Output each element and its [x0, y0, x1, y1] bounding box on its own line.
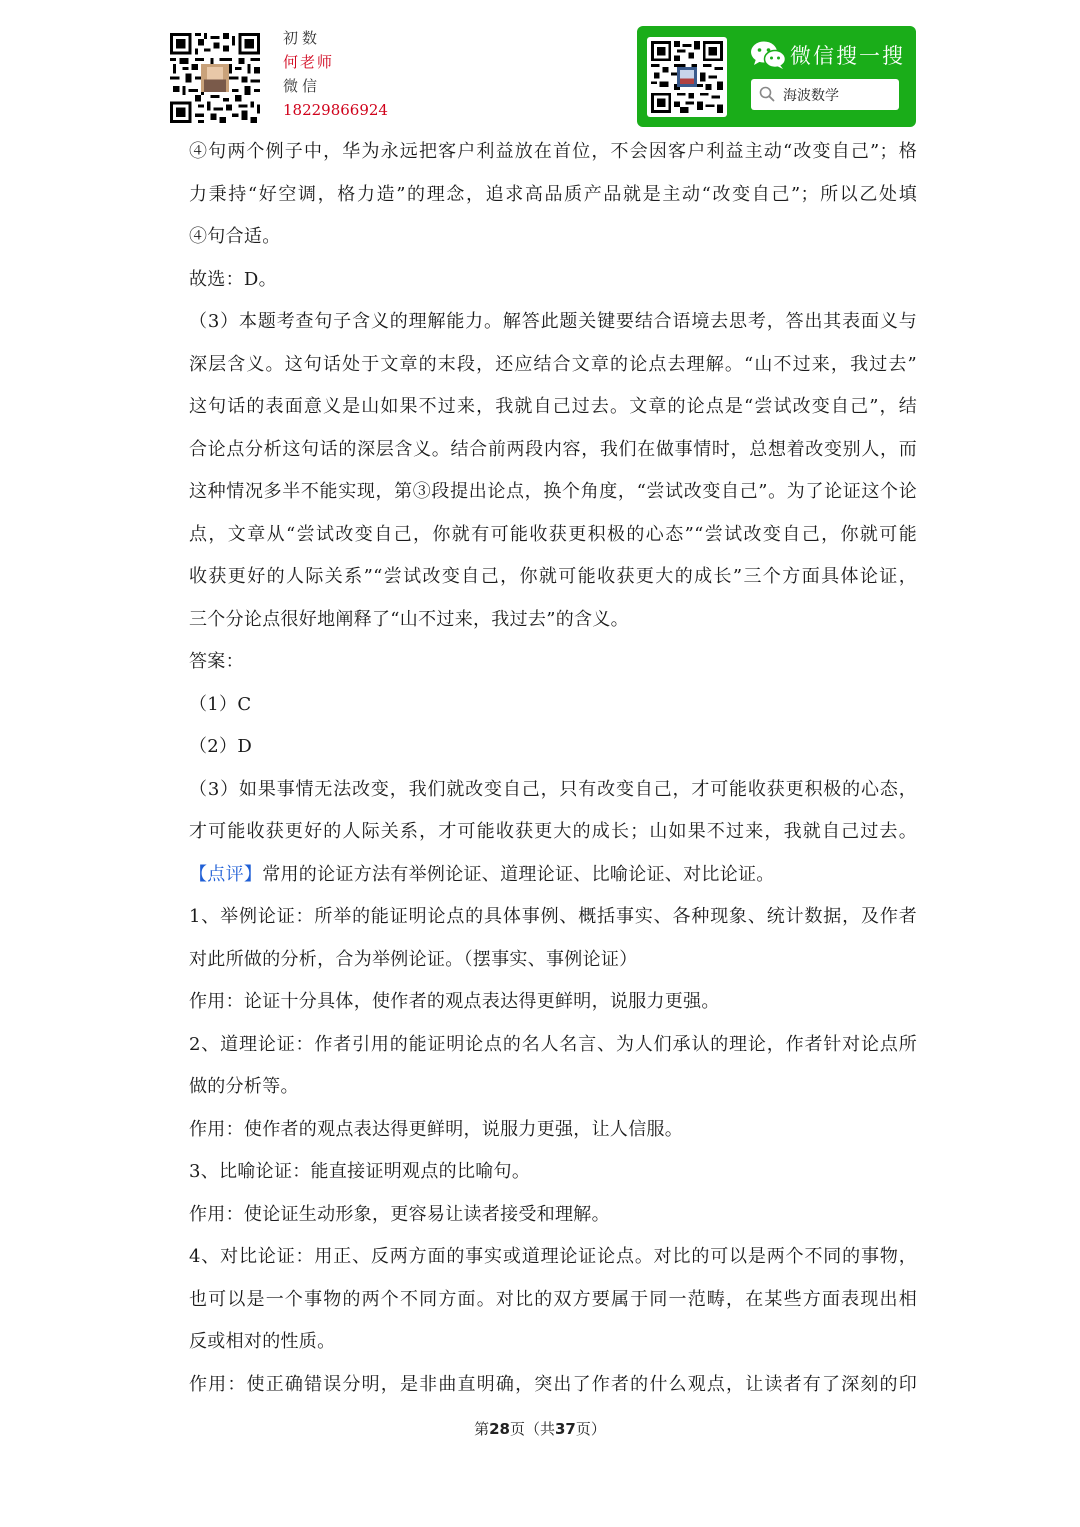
answer-choice-line: 故选：D。 [189, 268, 277, 290]
text-line: 做的分析等。 [189, 1076, 299, 1097]
contact-phone: 18229866924 [283, 101, 388, 119]
text-line: 2、道理论证：作者引用的能证明论点的名人名言、为人们承认的理论，作者针对论点所 [189, 1033, 917, 1055]
text-line: 作用：使作者的观点表达得更鲜明，说服力更强，让人信服。 [189, 1118, 684, 1140]
contact-wechat-label: 微信 [283, 77, 322, 95]
page-header [0, 0, 1080, 135]
text-line: ④句两个例子中，华为永远把客户利益放在首位，不会因客户利益主动“改变自己”；格 [189, 141, 917, 162]
text-line: 3、比喻论证：能直接证明观点的比喻句。 [189, 1161, 531, 1182]
search-icon [759, 86, 775, 102]
text-line: ④句合适。 [189, 226, 281, 247]
wechat-search-box[interactable] [751, 79, 899, 110]
contact-subject: 初数 [283, 29, 322, 47]
text-line: 这种情况多半不能实现，第③段提出论点，换个角度，“尝试改变自己”。为了论证这个论 [189, 481, 917, 502]
text-line: 4、对比论证：用正、反两方面的事实或道理论证论点。对比的可以是两个不同的事物， [189, 1246, 917, 1267]
text-line: 三个分论点很好地阐释了“山不过来，我过去”的含义。 [189, 608, 629, 630]
page-number: 第28页（共37页） [474, 1420, 606, 1438]
text-line: 这句话的表面意义是山如果不过来，我就自己过去。文章的论点是“尝试改变自己”，结 [189, 396, 917, 417]
total-pages: 37 [555, 1420, 576, 1438]
text-line: 作用：使正确错误分明，是非曲直明确，突出了作者的什么观点，让读者有了深刻的印 [189, 1373, 917, 1395]
review-line [189, 854, 917, 897]
text-line: 1、举例论证：所举的能证明论点的具体事例、概括事实、各种现象、统计数据，及作者 [189, 906, 917, 927]
text-line: （3）本题考查句子含义的理解能力。解答此题关键要结合语境去思考，答出其表面义与 [189, 311, 917, 332]
review-text: 常用的论证方法有举例论证、道理论证、比喻论证、对比论证。 [262, 863, 775, 885]
current-page: 28 [489, 1420, 510, 1438]
text-line: 反或相对的性质。 [189, 1331, 336, 1352]
text-line: 也可以是一个事物的两个不同方面。对比的双方要属于同一范畴，在某些方面表现出相 [189, 1288, 917, 1310]
text-line: 点，文章从“尝试改变自己，你就有可能收获更积极的心态”“尝试改变自己，你就可能 [189, 523, 917, 545]
text-line: 合论点分析这句话的深层含义。结合前两段内容，我们在做事情时，总想着改变别人，而 [189, 438, 917, 460]
contact-info [283, 26, 388, 122]
review-tag: 【点评】 [189, 863, 263, 885]
wechat-search-title: 微信搜一搜 [790, 44, 905, 68]
answer-item: （2）D [189, 736, 253, 757]
text-line: 深层含义。这句话处于文章的末段，还应结合文章的论点去理解。“山不过来，我过去” [189, 353, 917, 375]
document-body [189, 131, 917, 1406]
text-line: 才可能收获更好的人际关系，才可能收获更大的成长；山如果不过来，我就自己过去。 [189, 821, 917, 842]
answer-heading: 答案： [189, 651, 244, 672]
contact-teacher: 何老师 [283, 53, 335, 71]
answer-item: （1）C [189, 693, 252, 715]
text-line: 作用：论证十分具体，使作者的观点表达得更鲜明，说服力更强。 [189, 991, 720, 1012]
qr-code-icon [170, 33, 260, 123]
wechat-logo-icon [750, 40, 786, 70]
wechat-search-card [637, 26, 916, 127]
answer-item: （3）如果事情无法改变，我们就改变自己，只有改变自己，才可能收获更积极的心态， [189, 778, 917, 800]
text-line: 收获更好的人际关系”“尝试改变自己，你就可能收获更大的成长”三个方面具体论证， [189, 566, 917, 587]
wechat-search-text: 海波数学 [783, 88, 839, 104]
text-line: 力秉持“好空调，格力造”的理念，追求高品质产品就是主动“改变自己”；所以乙处填 [189, 183, 917, 205]
text-line: 对此所做的分析，合为举例论证。（摆事实、事例论证） [189, 948, 638, 970]
qr-code-icon [651, 41, 723, 113]
text-line: 作用：使论证生动形象，更容易让读者接受和理解。 [189, 1203, 610, 1225]
